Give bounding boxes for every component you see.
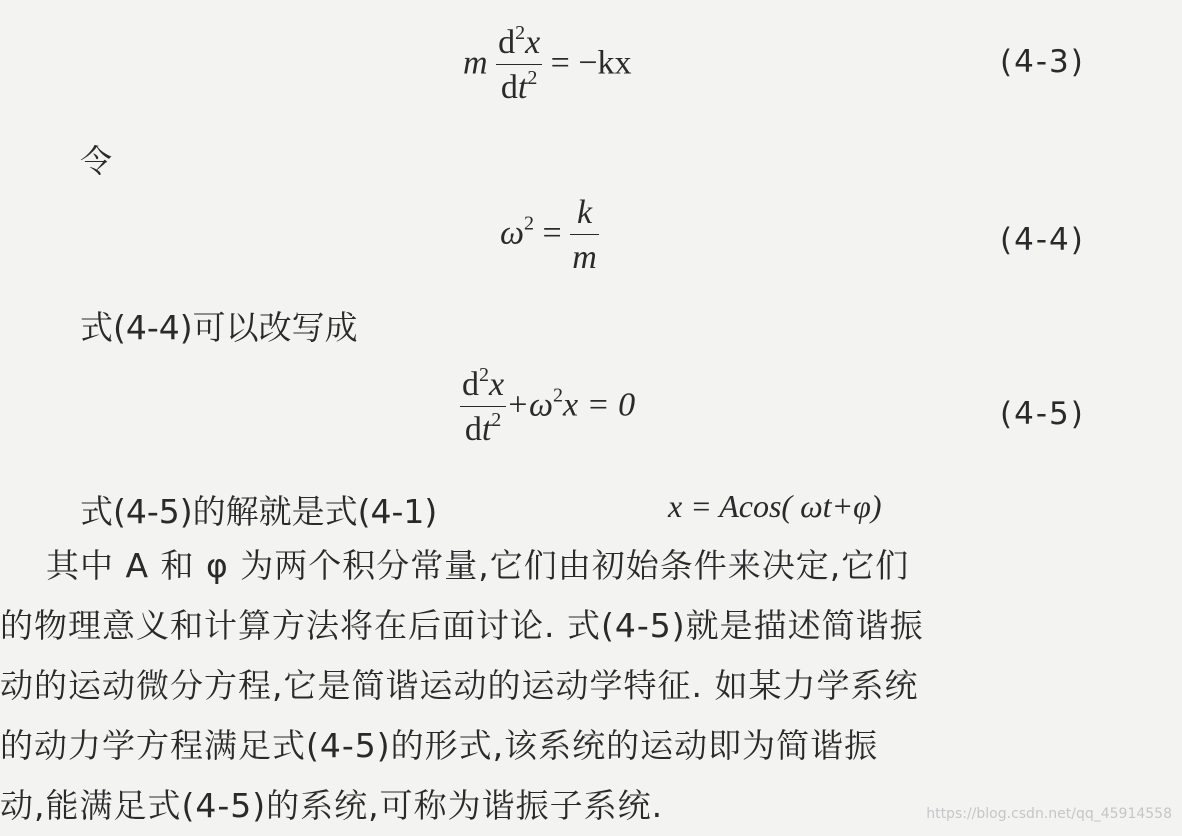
second-derivative-fraction-2: $\frac{d^2x}{dt^2}$ bbox=[462, 364, 505, 448]
equation-4-5-body: $\frac{d^2x}{dt^2}$ $+\omega^2x = 0$ bbox=[462, 364, 636, 448]
text-rewrite: 式(4-4)可以改写成 bbox=[80, 308, 358, 347]
equation-4-3 bbox=[0, 14, 1182, 114]
explanation-paragraph bbox=[0, 536, 1182, 836]
equation-4-4 bbox=[0, 190, 1182, 290]
equation-4-3-body bbox=[463, 22, 632, 106]
second-derivative-fraction: $\frac{d^2x}{dt^2}$ bbox=[498, 22, 541, 106]
text-ling: 令 bbox=[80, 142, 113, 180]
k-over-m-fraction: $\frac{k}{m}$ bbox=[572, 194, 597, 276]
text-solution-prefix: 式(4-5)的解就是式(4-1) bbox=[80, 492, 438, 531]
paragraph-line: 其中 A 和 φ 为两个积分常量,它们由初始条件来决定,它们 bbox=[0, 546, 910, 585]
coefficient-m: m bbox=[463, 44, 488, 82]
paragraph-line: 的动力学方程满足式(4-5)的形式,该系统的运动即为简谐振 bbox=[0, 726, 879, 765]
equation-4-5 bbox=[0, 362, 1182, 462]
equation-number-4-4: (4-4) bbox=[1000, 222, 1085, 258]
paragraph-line: 动的运动微分方程,它是简谐运动的运动学特征. 如某力学系统 bbox=[0, 666, 919, 705]
equation-4-4-body: $\omega^2$ = $\frac{k}{m}$ bbox=[500, 194, 597, 276]
equation-number-4-3: (4-3) bbox=[1000, 44, 1085, 80]
paragraph-line: 动,能满足式(4-5)的系统,可称为谐振子系统. bbox=[0, 786, 664, 825]
paragraph-line: 的物理意义和计算方法将在后面讨论. 式(4-5)就是描述简谐振 bbox=[0, 606, 924, 645]
solution-formula: x = Acos( ωt+φ) bbox=[668, 488, 882, 524]
watermark: https://blog.csdn.net/qq_45914558 bbox=[926, 806, 1172, 822]
equation-number-4-5: (4-5) bbox=[1000, 396, 1085, 432]
equation-4-3-rhs: = −kx bbox=[550, 44, 632, 82]
